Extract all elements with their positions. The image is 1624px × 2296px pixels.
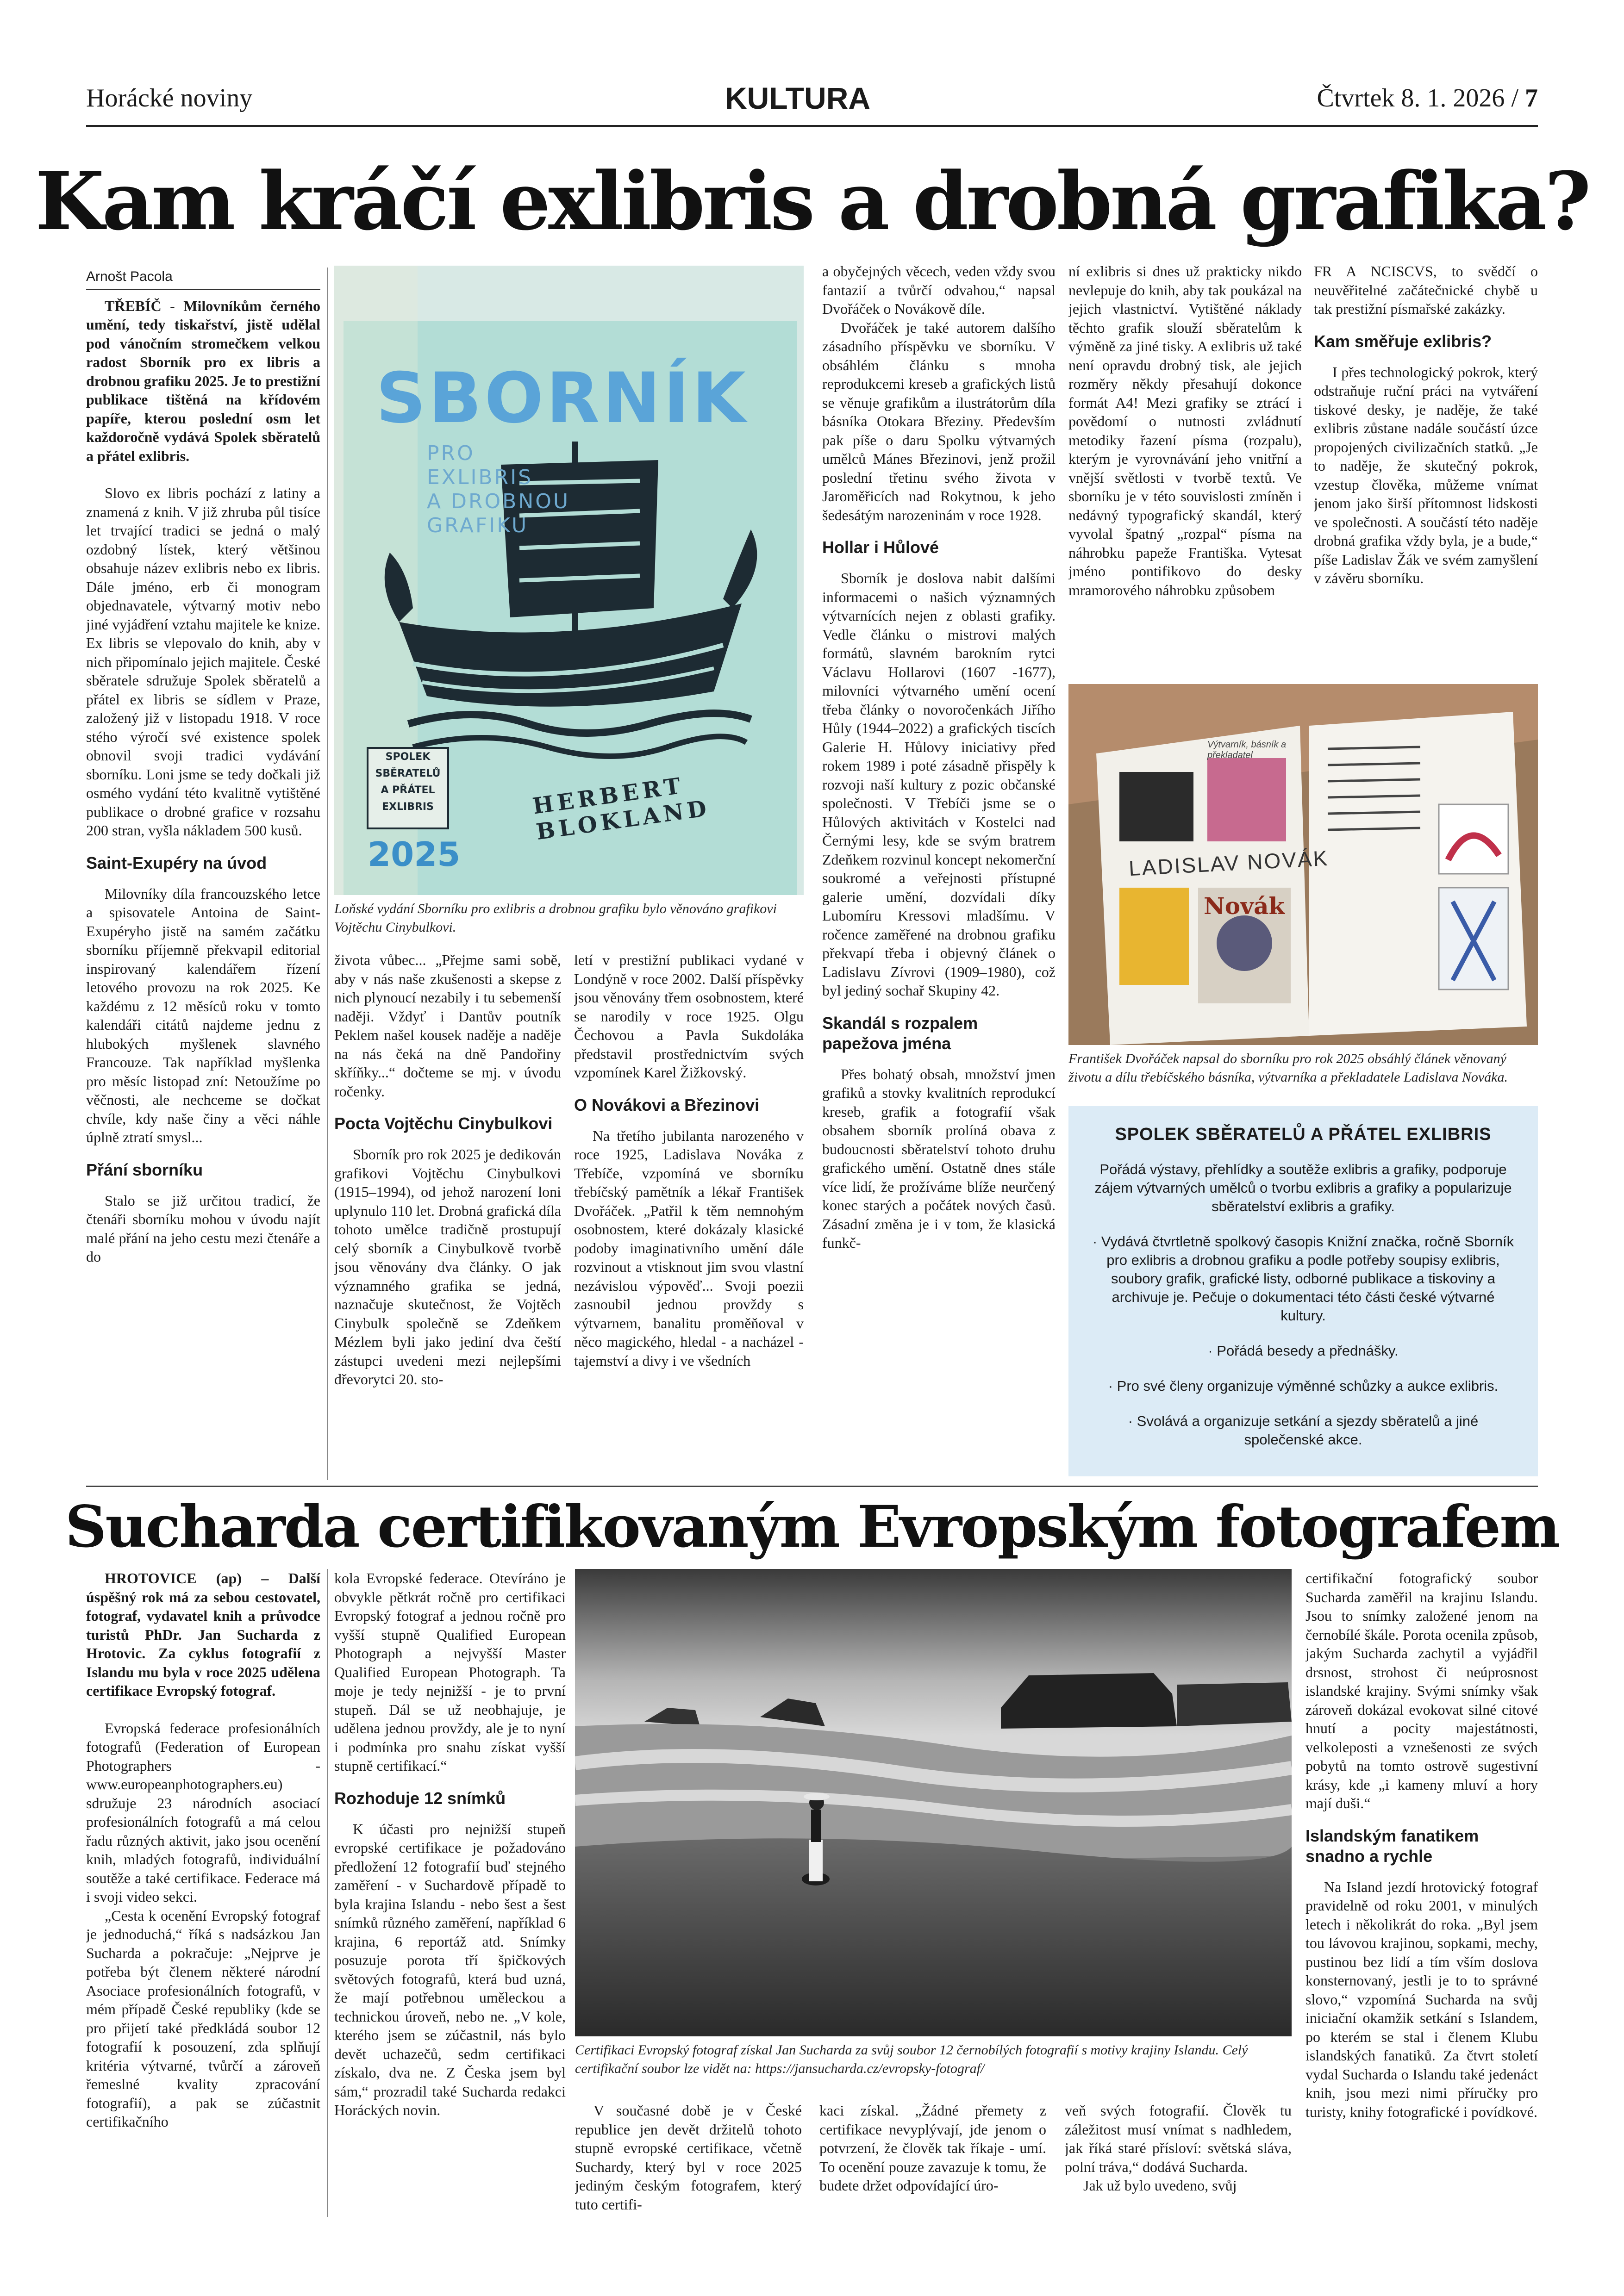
box-item-4: · Pro své členy organizuje výměnné schůzky a aukce exlibris.	[1108, 1378, 1499, 1394]
a2-lead	[86, 1569, 320, 1700]
a1-lead-text: - Milovníkům černého umění, tedy tiskařství, jistě udělal pod vánočním stromečkem velkou radost Sborník pro ex libris a drobnou grafiku 2025. Je to prestižní publikace tištěná na křídovém papíře, kterou poslední osm let každoročně vydává Spolek sběratelů a přátel exlibris.	[86, 297, 320, 464]
cover-sub-4: GRAFIKU	[427, 514, 529, 537]
a1-para-skandal: Přes bohatý obsah, množství jmen grafiků a stovky kvalitních reprodukcí kreseb, grafik a fotografií však obsahem sborník prolíná obava z budoucnosti sběratelství tohoto druhu grafického umění. Ostatně dnes stále více lidí, že prožíváme blíže neurčený konec starých a počátek nových časů. Zásadní změna je i v tom, že klasická funkč-	[822, 1065, 1056, 1251]
subhead-novak: O Novákovi a Březinovi	[574, 1095, 760, 1114]
a1-column-2	[334, 951, 561, 1478]
a1-column-1	[86, 268, 320, 1485]
a2-para-2: „Cesta k ocenění Evropský fotograf je jednoduchá,“ říká s nadsázkou Jan Sucharda a pokračuje: „Nejprve je potřeba být členem některé národní Asociace profesionálních fotografů, v mém případě České republiky (kde se pro přijetí také předkládá soubor 12 fotografií k posouzení, zda splňují kritéria výtvarné, tvůrčí a zároveň řemeslné kvality zpracování fotografií), a pak se zúčastnit certifikačního	[86, 1907, 320, 2130]
paper-name: Horácké noviny	[86, 84, 253, 112]
iceland-photo	[575, 1569, 1292, 2036]
a1-para-hollar: Sborník je doslova nabit dalšími informacemi o našich významných výtvarnících nejen z oblasti grafiky. Vedle článku o mistrovi malých formátů, slavném barokním rytci Václavu Hollarovi (1607 -1677), milovníci výtvarného umění ocení třeba články o novoročenkách Jiřího Hůly (1944–2022) a grafických tiscích Galerie H. Hůlovy iniciativy před rokem 1989 i poté zásadně přispěly k rozvoji naší kultury z pozic občanské společnosti. V Třebíči jsme se o Hůlových aktivitách v Kostelci nad Černými lesy, kde se svým bratrem Zdeňkem rozvinul koncept nekomerční soukromé a veřejnosti přístupné galerie umění, dozvídali díky Lubomíru Kressovi mladšímu. V ročence zaměřené na drobnou grafiku překvapí třeba i objevný článek o Ladislavu Zívrovi (1909–1980), což byl jediný sochař Skupiny 42.	[822, 570, 1056, 999]
cover-sub-1: PRO	[427, 442, 475, 465]
a2-col6-text: certifikační fotografický soubor Sucharda zaměřil na krajinu Islandu. Jsou to snímky založené jenom na černobílé škále. Porota ocenila způsob, jakým Sucharda zachytil a vyjádřil drsnost, strohost či neúprosnost islandské krajiny. Svými snímky však zároveň dokázal evokovat silné citové hnutí a pocity majestátnosti, velkoleposti a vznešenosti ze svých pobytů na tomto ostrově sugestivní krásy, kde „i kameny mluví a hory mají duši.“	[1305, 1570, 1538, 1811]
a1-lead	[86, 297, 320, 466]
subhead-skandal: Skandál s rozpalem papežova jména	[822, 1013, 978, 1053]
subhead-prani: Přání sborníku	[86, 1160, 203, 1179]
sbornik-cover-photo	[334, 266, 804, 895]
a2-col5-text: veň svých fotografií. Člověk tu záležitost musí vnímat s nadhledem, jak říká staré přísloví: světská sláva, polní tráva,“ dodává Sucharda.	[1065, 2102, 1292, 2175]
date-text: Čtvrtek 8. 1. 2026	[1317, 84, 1505, 112]
a2-col3-text: V současné době je v České republice jen devět držitelů tohoto stupně evropské certifikace, včetně Suchardy, který byl v roce 2025 jediným českým fotografem, který tuto certifi-	[575, 2102, 802, 2213]
a2-column-4	[819, 2101, 1046, 2221]
a1-column-6	[1314, 262, 1538, 678]
author-byline: Arnošt Pacola	[86, 268, 320, 290]
a1-para-1: Slovo ex libris pochází z latiny a znamená z knih. V již zhruba půl tisíce let trvající tradici se jedná o malý ozdobný lístek, který většinou obsahuje název exlibris nebo ex libris. Dále jméno, erb či monogram objednavatele, výtvarný motiv nebo jiné vyjádření vztahu majitele ke knize. Ex libris se vlepovalo do knih, aby v nich připomínalo jejich majitele. České sběratele sdružuje Spolek sběratelů a přátel ex libris se sídlem v Praze, založený již v listopadu 1918. V roce stého výročí své existence spolek obnovil svoji tradici vydávání sborníku. Loni jsme se tedy dočkali již osmého vydání této kvalitně vytištěné publikace o drobné grafice v rozsahu 200 stran, vyšla nákladem 500 kusů.	[86, 485, 320, 839]
a2-col5-text-b: Jak už bylo uvedeno, svůj	[1083, 2177, 1237, 2194]
book-caption: František Dvořáček napsal do sborníku pro rok 2025 obsáhlý článek věnovaný životu a dílu třebíčského básníka, výtvarníka a překladatele Ladislava Nováka.	[1068, 1051, 1508, 1085]
cover-sub-2: EXLIBRIS	[427, 466, 533, 489]
a1-column-4	[822, 262, 1056, 1481]
issue-date	[1317, 83, 1538, 113]
box-item-3: · Pořádá besedy a přednášky.	[1208, 1343, 1399, 1359]
iceland-illustration	[575, 1569, 1292, 2036]
book-photo	[1068, 684, 1538, 1045]
cover-sub-3: A DROBNOU	[427, 490, 570, 513]
a2-column-3	[575, 2101, 802, 2221]
subhead-rozhoduje: Rozhoduje 12 snímků	[334, 1788, 506, 1808]
subhead-kam: Kam směřuje exlibris?	[1314, 331, 1492, 351]
section-name: KULTURA	[725, 81, 871, 115]
a1-col5-text: ní exlibris si dnes už prakticky nikdo nevlepuje do knih, aby tak poukázal na jejich vlastnictví. Vytištěné náklady těchto grafik slouží sběratelům k výměně za jiné tisky. A exlibris už také není opravdu drobný tisk, ale jejich rozměry někdy přesahují dokonce formát A4! Mezi grafiky se ztrácí i povědomí o nutnosti zvládnutí metodiky řazení písma (rozpalu), kterým je vyrovnávání jeho vnitřní a vnější světlosti v tvorbě textů. Ve sborníku je v této souvislosti zmíněn i nedávný typografický skandál, který vyvolal špatný „rozpal“ písma na náhrobku papeže Františka. Vytesat jméno pontifikovo do desky mramorového náhrobku způsobem	[1068, 263, 1302, 598]
a2-column-5	[1065, 2101, 1292, 2221]
stamp-line-4: EXLIBRIS	[382, 801, 434, 813]
a1-col2-text: života vůbec... „Přejme sami sobě, aby v nás naše zkušenosti a skepse z nich plynoucí nezabily i tu sebemenší naději. Vždyť i Dantův poutník Peklem našel kousek naděje a naděje na nás čeká na dně Pandořiny skříňky...“ dočteme se mj. v úvodu ročenky.	[334, 952, 561, 1100]
column-divider	[327, 268, 328, 1480]
spolek-info-box	[1068, 1106, 1538, 1476]
stamp-line-1: SPOLEK	[385, 751, 431, 763]
a2-col2-text: kola Evropské federace. Otevíráno je obvykle pětkrát ročně pro certifikaci Evropský fotograf a jednou ročně pro vyšší stupně Qualified European Photograph a nejvyšší Master Qualified European Photograph. Ta moje je tedy nejnižší - je to první stupeň. Dál se už neobhajuje, je udělena jednou provždy, ale je to nyní i podmínka pro snahu získat vyšší stupně certifikací.“	[334, 1570, 566, 1774]
page-number: 7	[1525, 84, 1538, 112]
page-header	[86, 79, 1538, 120]
cover-subtitle	[427, 442, 570, 538]
cover-stamp	[367, 747, 449, 829]
date-separator: /	[1511, 84, 1518, 112]
header-rule	[86, 125, 1538, 127]
a1-para-saint: Milovníky díla francouzského letce a spisovatele Antoina de Saint-Exupéryho jistě na samém začátku sborníku příjemně překvapil editorial inspirovaný kalendářem řízení letového provozu na rok 2025. Ke každému z 12 měsíců roku v tomto kalendáři citátů najdeme jednu z hlubokých myšlenek slavného Francouze. Tak například myšlenka pro měsíc listopad zní: Netoužíme po věčnosti, ale nechceme se dočkat chvíle, kdy naše činy a věci náhle úplně ztratí smysl...	[86, 885, 320, 1145]
a2-column-6	[1305, 1569, 1538, 2217]
a2-para-island: Na Island jezdí hrotovický fotograf pravidelně od roku 2001, v minulých letech i několikrát do roka. „Byl jsem tou lávovou krajinou, sopkami, mechy, pustinou bez lidí a tím vším doslova konsternovaný, jestli je to to správné slovo,“ vzpomíná Sucharda na svůj iniciační okamžik setkání s Islandem, po kterém se stal i členem Klubu islandských fanatiků. Za čtvrt století vydal Sucharda o Islandu také jedenáct knih, jsou mezi nimi příručky pro turisty, knihy fotografické i povídkové.	[1305, 1878, 1538, 2120]
a1-para-prani: Stalo se již určitou tradicí, že čtenáři sborníku mohou v úvodu najít malé přání na jeho cestu mezi čtenáře a do	[86, 1192, 320, 1265]
box-item-2: · Vydává čtvrtletně spolkový časopis Knižní značka, ročně Sborník pro exlibris a drobnou grafiku a podle potřeby soupisy exlibris, soubory grafik, grafické listy, odborné publikace a tiskoviny a archivuje je. Pečuje o dokumentaci této části české výtvarné kultury.	[1092, 1233, 1514, 1324]
a2-column-divider	[327, 1569, 328, 2217]
article1-headline: Kam kráčí exlibris a drobná grafika?	[35, 154, 1589, 248]
a2-col4-text: kaci získal. „Žádné přemety z certifikace nevyplývají, jde jenom o potvrzení, že člověk tak říkaje - umí. To ocenění pouze zavazuje k tomu, že budete držet odpovídající úro-	[819, 2102, 1046, 2194]
a1-col3-text: letí v prestižní publikaci vydané v Londýně v roce 2002. Další příspěvky jsou věnovány třem osobnostem, které se narodily v roce 1925. Olgu Čechovou a Pavla Sukdoláka představil prostřednictvím svých vzpomínek Karel Žižkovský.	[574, 952, 804, 1081]
article-separator	[86, 1486, 1538, 1487]
a1-column-3	[574, 951, 804, 1478]
a1-column-5	[1068, 262, 1302, 678]
book-inner-title: Novák	[1204, 892, 1285, 920]
a1-col4-cont: a obyčejných věcech, veden vždy svou fantazií a tvůrčí odvahou,“ napsal Dvořáček o Novákově díle.	[822, 263, 1056, 317]
stamp-line-3: A PŘÁTEL	[381, 784, 435, 796]
box-item-5: · Svolává a organizuje setkání a sjezdy sběratelů a jiné společenské akce.	[1128, 1413, 1479, 1448]
book-sidenote: Výtvarník, básník a překladatel	[1207, 740, 1287, 760]
cover-year: 2025	[368, 835, 461, 874]
box-title: SPOLEK SBĚRATELŮ A PŘÁTEL EXLIBRIS	[1115, 1125, 1492, 1144]
a2-lead-text: – Další úspěšný rok má za sebou cestovatel, fotograf, vydavatel knih a průvodce turistů PhDr. Jan Sucharda z Hrotovic. Za cyklus fotografií z Islandu mu byla v roce 2025 udělena certifikace Evropský fotograf.	[86, 1570, 320, 1699]
a1-lead-place: TŘEBÍČ	[105, 297, 162, 314]
a1-col4-para: Dvořáček je také autorem dalšího zásadního příspěvku ve sborníku. V obsáhlém článku s mnoha reprodukcemi kreseb a grafických listů se věnuje grafikům a ilustrátorům díla básníka Otokara Březiny. Především pak píše o daru Spolku výtvarných umělců Mánes Březinovi, jenž prožil poslední třetinu svého života v Jaroměřicích nad Rokytnou, k jeho šedesátým narozeninám v roce 1928.	[822, 319, 1056, 523]
a2-para-1: Evropská federace profesionálních fotografů (Federation of European Photographers - www.europeanphotographers.eu) sdružuje 23 národních asociací profesionálních fotografů a má celou řadu různých aktivit, jako jsou ocenění knih, mladých fotografů, individuální soutěže a také certifikace. Federace má i svoji video sekci.	[86, 1719, 320, 1905]
iceland-caption: Certifikaci Evropský fotograf získal Jan Sucharda za svůj soubor 12 černobílých fotografií s motivy krajiny Islandu. Celý certifikační soubor lze vidět na: https://jansucharda.cz/evropsky-fotograf/	[575, 2042, 1248, 2076]
subhead-hollar: Hollar i Hůlové	[822, 538, 939, 557]
article2-headline: Sucharda certifikovaným Evropským fotografem	[65, 1493, 1559, 1561]
a2-column-1	[86, 1569, 320, 2217]
stamp-line-2: SBĚRATELŮ	[375, 768, 441, 779]
a1-col6-cont: FR A NCISCVS, to svědčí o neuvěřitelné začátečnické chybě u tak prestižní písmařské zakázky.	[1314, 263, 1538, 317]
a1-para-novak: Na třetího jubilanta narozeného v roce 1925, Ladislava Nováka z Třebíče, vzpomíná ve sborníku třebíčský pamětník a lékař František Dvořáček. „Patřil k těm nemnohým osobnostem, které dokázaly klasické podoby imaginativního umění dále rozvinout a vtisknout jim svou vlastní nezávislou výpověď... Svoji poezii zasnoubil jednou provždy s výtvarnem, banalitu proměňoval v něco magického, hledal - a nacházel - tajemství a divy i ve všedních	[574, 1127, 804, 1369]
a2-lead-place: HROTOVICE (ap)	[105, 1570, 242, 1587]
cover-title: SBORNÍK	[376, 358, 749, 439]
cover-caption: Loňské vydání Sborníku pro exlibris a drobnou grafiku bylo věnováno grafikovi Vojtěchu Cinybulkovi.	[334, 901, 777, 935]
box-item-1: Pořádá výstavy, přehlídky a soutěže exlibris a grafiky, podporuje zájem výtvarných umělců o tvorbu exlibris a grafiky a popularizuje sběratelství exlibris a grafiky.	[1094, 1161, 1512, 1214]
cover-signature: HERBERT BLOKLAND	[531, 772, 712, 846]
a1-para-pocta: Sborník pro rok 2025 je dedikován grafikovi Vojtěchu Cinybulkovi (1915–1994), od jehož narození loni uplynulo 110 let. Drobná grafická díla tohoto umělce tradičně prostupují celý sborník a Cinybulkově tvorbě jsou věnovány dva články. O jak významného grafika se jedná, naznačuje skutečnost, že Vojtěch Cinybulk společně se Zdeňkem Mézlem byli jako jediní dva čeští zástupci uvedeni mezi nejlepšími dřevorytci 20. sto-	[334, 1146, 561, 1388]
a2-column-2	[334, 1569, 566, 2217]
a1-para-kam: I přes technologický pokrok, který odstraňuje ruční práci na vytváření tiskové desky, je naděje, že také exlibris zůstane nadále součástí úzce propojených civilizačních statků. „Je to naděje, že skutečný pokrok, vzestup člověka, můžeme vnímat jenom jako širší přítomnost lidskosti ve společnosti. A součástí této naděje drobná grafika vždy byla, je a bude,“ píše Ladislav Žák ve svém zamyšlení v závěru sborníku.	[1314, 363, 1538, 586]
a2-para-rozhoduje: K účasti pro nejnižší stupeň evropské certifikace je požadováno předložení 12 fotografií buď stejného zaměření - v Suchardově případě to byla krajina Islandu - nebo šest a šest snímků různého zaměření, například 6 krajina, 6 reportáž atd. Snímky posuzuje porota tří špičkových světových fotografů, která bud uzná, že mají potřebnou uměleckou a technickou úroveň, nebo ne. „V kole, kterého jsem se zúčastnil, nás bylo devět uchazečů, sedm certifikaci získalo, dva ne. Z Česka jsem byl sám,“ prozradil také Sucharda redakci Horáckých novin.	[334, 1820, 566, 2118]
subhead-pocta: Pocta Vojtěchu Cinybulkovi	[334, 1114, 553, 1133]
subhead-saint-exupery: Saint-Exupéry na úvod	[86, 853, 267, 872]
book-heading: LADISLAV NOVÁK	[1128, 846, 1330, 881]
subhead-island: Islandským fanatikem snadno a rychle	[1305, 1826, 1479, 1866]
